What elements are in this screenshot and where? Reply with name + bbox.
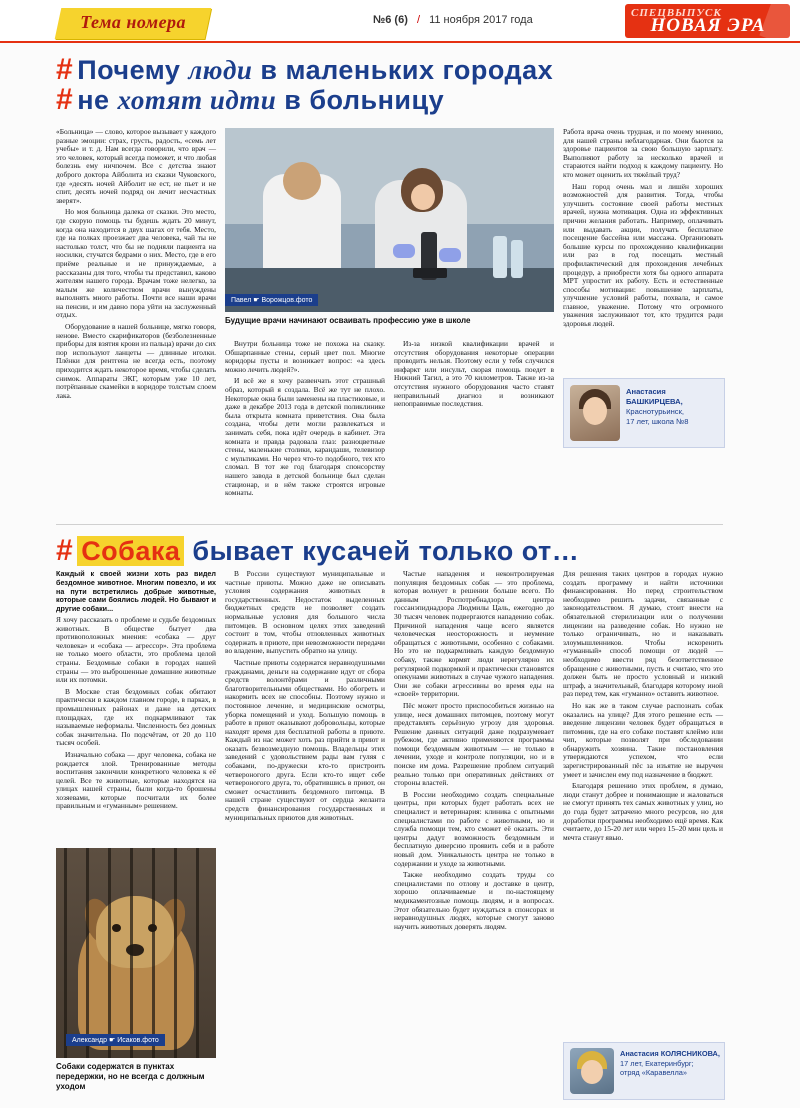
paragraph: Частные приюты содержатся неравнодушными гражданами, деньги на содержание идут от сбора средств волонтёрами и различными благотворительными обществами. Но обогреть и накормить всех не способны. Поэтому нужно и постоянное лечение, и медицинские осмотры, уборка помещений и уход. Большую помощь в работе в приют оказывают добровольцы, которые находят время для бесплатной работы в приюте. Каждый из нас может хоть раз прийти в приют и оказать безвозмездную помощь. Владельцы этих заведений с удовольствием рады вам гуляя с собаками, по-дружески кто-то пристроить четвероногого друга. Если кто-то ищет себе четвероногого друга, то, обратившись в приют, он сможет осчастливить бездомного питомца. В нашей стране существуют от сердца желанта средств финансирования государственных и муниципальных приютов для животных. [225, 657, 385, 822]
article2-headline [56, 534, 756, 568]
article2-photo [56, 848, 216, 1058]
author-name: Анастасия КОЛЯСНИКОВА, [620, 1049, 720, 1058]
page-header [0, 0, 800, 42]
photo-test-tube-1 [493, 236, 507, 278]
issue-number: №6 (6) [373, 14, 408, 26]
headline-part-a: Почему [77, 55, 189, 85]
photo-glove-left [393, 244, 415, 258]
photo-test-tube-2 [511, 240, 523, 278]
cage-bar [64, 848, 67, 1058]
paragraph: В России существуют муниципальные и частные приюты. Можно даже не описывать условия содержания животных в государственных. Недостаток выделенных бюджетных средств не позволяет создать нормальные условия для большого числа питомцев. В основном целях этих заведений состоит в том, чтобы отловленных животных содержать в приюте, при невозможности передачи во владение, выпустить обратно на улицу. [225, 569, 385, 656]
article1-headline [56, 55, 756, 115]
issue-date: 11 ноября 2017 года [429, 14, 533, 26]
paragraph: «Больница» — слово, которое вызывает у каждого разные эмоции: страх, грусть, радость, «семь лет учебы» и т. д. Нам всегда говорили, что врач — это человек, который всегда поможет, и что любая болезнь ему ничпочем. Все с детства знают доброго доктора Айболита из сказки Чуковского, где «десять ночей Айболит не ест, не пьет и не спит, десять ночей подряд он лечит несчастных зверят». [56, 127, 216, 205]
rubric-label: Тема номера [80, 12, 187, 32]
headline2-part-a: не [77, 85, 118, 115]
article2-photo-credit: Александр ☛ Исаков.фото [66, 1034, 165, 1046]
issue-separator: / [416, 14, 421, 26]
article1-author-card [563, 378, 725, 448]
cage-bar [130, 848, 133, 1058]
paragraph: Также необходимо создать труды со специалистами по отлову и доставке в центр, хорошо оплачиваемые и по-настоящему медикаментозные помощь людям, и в вопросах. Этот обязательно будет нуждаться в спонсорах и неравнодушных людях, которые смогут заново научить животных доверять людям. [394, 870, 554, 931]
avatar [570, 385, 620, 441]
header-divider [0, 41, 800, 43]
article2-column-1 [56, 616, 216, 842]
paragraph: Изначально собака — друг человека, собака не рождается злой. Тренированные методы воспитания закончили конкретного человека к её целей. Все те животные, которые находятся на улицах нашей страны, были когда-то брошены хозяевами, которые посчитали их более правильным и «гуманным» решением. [56, 749, 216, 811]
headline2-part-b: хотят идти [117, 85, 277, 115]
article1-author-info [626, 387, 720, 427]
issue-info [373, 14, 533, 26]
paragraph: Но моя больница далека от сказки. Это место, где скорую помощь ты будешь ждать 20 минут, когда она находится в двух шагах от тебя. Место, где на полках проезжает два человека, чай ты не настолько толст, что бы не подняли пациента на носилки, стучатся бедрами о них. Место, где в его приёме реальные и не принуждаемые, а рассказаны для того, чтобы ты представил, каково жителям нашего города. Врачам тоже нелегко, за малым же количеством врачи вынуждены выполнять много работы. Почти все наши врачи на пенсии, и им давно пора уйти на заслуженный отдых. [56, 207, 216, 320]
article2-column-2 [225, 570, 385, 1070]
cage-bar [108, 848, 111, 1058]
masthead-logo [625, 4, 790, 38]
photo-person-right-face [411, 184, 435, 210]
paragraph: Работа врача очень трудная, и по моему мнению, для нашей страны неблагодарная. Они бьются за здоровье пациентов за свою большую зарплату. Выполняют работу за несколько врачей и стараются найти подход к каждому пациенту. Но кто может оценить их тяжёлый труд? [563, 127, 723, 179]
headline-line-2 [56, 85, 756, 115]
avatar [570, 1048, 614, 1094]
article2-photo-caption: Собаки содержатся в пунктах передержки, но не всегда с должным уходом [56, 1062, 205, 1091]
logo-title: НОВАЯ ЭРА [650, 15, 766, 36]
avatar-face [583, 397, 607, 425]
paragraph: В Москве стая бездомных собак обитают практически в каждом главном городе, в парках, в промышленных районах и даже на детских площадках, где их подкармливают так называемые неформалы. Численность без домных собак значительна. По подсчётам, от 20 до 110 тысяч особей. [56, 686, 216, 748]
cage-bar [196, 848, 199, 1058]
hash-icon: # [56, 53, 74, 86]
headline2-part-c: в больницу [276, 85, 445, 115]
article2-lead: Каждый к своей жизни хоть раз видел бездомное животное. Многим повезло, и их на пути встретились добрые животные, которые сами боялись людей. Но бывают и другие собаки... [56, 569, 216, 614]
photo-person-left-head [283, 162, 321, 200]
author-extra: 17 лет, школа №8 [626, 417, 689, 426]
section-divider [56, 524, 723, 525]
paragraph: Я хочу рассказать о проблеме и судьбе бездомных животных. В обществе бытует два противоположных мнения: «собака — друг человека» и «собака — агрессор». Эта проблема не только моего области, это проблема целой страны. Бездомные собаки в городах нашей страны — это выброшенные домашние животные или их потомки. [56, 615, 216, 685]
article1-photo-caption: Будущие врачи начинают осваивать профессию уже в школе [225, 316, 471, 325]
headline-rest: бывает кусачей только от… [184, 536, 580, 566]
rubric-badge [55, 8, 211, 39]
cage-bar [174, 848, 177, 1058]
paragraph: Оборудование в нашей больнице, мягко говоря, ненове. Вместо скарификаторов (безболезненные приборы для взятия крови из пальца) врачи до сих пор используют ланцеты — длинные иголки. Плёнки для рентгена не всегда есть, поэтому приходится ждать некоторое время, чтобы сделать снимок. Аппараты ЭКГ, которым уже 10 лет, потрёпанные скамейки в коридоре толстым слоем лака. [56, 322, 216, 400]
headline-part-b: люди [188, 55, 253, 85]
headline-line-1 [56, 55, 756, 85]
paragraph: Частые нападения и неконтролируемая популяция бездомных собак — это проблема, которая волнует в решении больше всего. По данным Роспотребнадзора центра госсанэпиднадзора Людмилы Цаль, ежегодно до 30 тысяч человек подвергаются нападению собак. Причиной нападения чаще всего является человеческая неосторожность и неумение обращаться с животными, особенно с собаками. Но это не подкармливать каждую бездомную собаку, также кормят люди нерегулярно их регулярной подкормкой и практически становятся опекунами животных в случае чужого нападения. Они же собаки агрессивны во время еды на «своей» территории. [394, 569, 554, 699]
article2-author-card [563, 1042, 725, 1100]
article1-column-2 [225, 340, 385, 526]
article2-column-4 [563, 570, 723, 1036]
author-team: отряд «Каравелла» [620, 1068, 688, 1078]
paragraph: Внутри больница тоже не похожа на сказку. Обшарпанные стены, серый цвет пол. Многие коридоры пусты и возникает вопрос: «а здесь можно лечить людей?». [225, 339, 385, 374]
article2-column-3 [394, 570, 554, 1070]
avatar-face [581, 1060, 603, 1084]
headline-part-c: в маленьких городах [252, 55, 554, 85]
article1-column-3 [394, 340, 554, 526]
hash-icon-2: # [56, 83, 74, 116]
headline-highlight: Собака [77, 536, 184, 566]
photo2-dog-nose [126, 944, 144, 956]
cage-bar [86, 848, 89, 1058]
cage-bar [152, 848, 155, 1058]
article1-photo [225, 128, 554, 312]
article1-column-1 [56, 128, 216, 526]
photo-glove-right [439, 248, 461, 262]
paragraph: Благодаря решению этих проблем, я думаю, люди станут добрее и понимающие и жаловаться не смогут принять тех самых животных у улиц, но до года будет затрачено много ресурсов, но для доработки программы необходимо ещё время. Как считаете, до 15-20 лет или через 15–20 мин цель и мечта станут явью. [563, 781, 723, 842]
author-name: Анастасия БАШКИРЦЕВА, [626, 387, 683, 406]
author-extra: 17 лет, Екатеринбург; [620, 1058, 694, 1068]
paragraph: В России необходимо создать специальные центры, при которых будет работать всех не специалист и ветеринария: клиника с опытными специалистами по работе с животными, но и служба помощи тем, кто сможет её оказать. Эти центры дадут возможность бездомным и бесплатную диверсию проявить себя и в работе новый дом. Уникальность центра не только в содержании и уходе за животными. [394, 789, 554, 868]
paragraph: Но как же в таком случае распознать собак оказались на улице? Для этого решение есть — введение лицензии человек будет обращаться в питомник, где на его собаке поставят клеймо или чип, которые позволят при обследовании обнаружить хозяина. Такие постановления утверждаются успехом, что если зарегистрированный пёс за изъятие не выручен умеет и зачислен ему под назначение в бюджет. [563, 700, 723, 779]
article2-author-info [620, 1049, 720, 1078]
paragraph: Наш город очень мал и лишён хороших возможностей для развития. Тогда, чтобы улучшить состояние своей работы местных врачей, нужна мотивация. Одна из эффективных причин желания работать. Например, оплачивать или выдавать акции, получать бесплатное посещение бассейна или массажа. Организовать большие курсы по прохождению квалификации или раз в год посещать местный профилактический для прохождения лечебных процедур, а приобрести хотя бы одного аппарата МРТ упростит их работу. Есть и естественные способы мотивации: повышение зарплаты, улучшение условий работы, похвала, и самое главное, уважение. Потому что огромного уважения заслуживают тот, кто трудится ради здоровья людей. [563, 181, 723, 329]
microscope-base [413, 268, 447, 278]
article1-photo-credit: Павел ☛ Ворожцов.фото [225, 294, 318, 306]
hash-icon-3: # [56, 534, 74, 567]
logo-subtitle: СПЕЦВЫПУСК [631, 7, 722, 19]
paragraph: И всё же я хочу развенчать этот страшный образ, который я создала. Всё же тут не плохо. Некоторые окна были заменены на пластиковые, и даже в декабре 2013 года в детской поликлинике была открыта комната приветствия. Она была создана, чтобы дети могли развлекаться и занимать себя, пока идёт очередь в кабинет. Эта комната и правда радовала глаз: разноцветные стены, маленькие столики, карандаши, телевизор с мультиками. Но через что-то подобного, тех кто сломал. В тот же год благодаря спонсорству нашего завода в детской больнице был сделан стационар, и в нём также строятся игровые комнаты. [225, 376, 385, 498]
paragraph: Пёс может просто приспособиться жизнью на улице, неся домашних питомцев, поэтому могут представлять серьёзную угрозу для здоровья. Решение данных ситуаций даже подразумевает рубежом, где активно применяются программы помощи бездомным животным — не только в лечении, уходе и контроле популяции, но и в поиске им дома. Разрешение проблем ситуаций реально только при оперативных действиях от стороны властей. [394, 700, 554, 788]
article1-column-4 [563, 128, 723, 368]
paragraph: Для решения таких центров в городах нужно создать программу и найти источники финансирования. Но перед строительством необходимо решить задачи, связанные с законодательством. Я думаю, стоит внести на обязательной стерилизации или о получении лицензии на разведение собак. Но нужно не только ограничивать, но и наказывать злоумышленников. Чтобы искоренить «гуманный» способ помощи от людей — необходимо ввести ряд безответственное обращение с животными, пусть и считаю, что это должен быть не просто условный и низкий штраф, а значительный, благодаря которому иной раз перед тем, как «гуманно» оставить животное. [563, 569, 723, 699]
paragraph: Из-за низкой квалификации врачей и отсутствия оборудования некоторые операции проводить нельзя. Поэтому если у тебя случился инфаркт или инсульт, скорая помощь поедет в Нижний Тагил, а это 70 километров. Также из-за отсутствия нужного оборудования часто ставят неправильный диагноз и возникают непоправимые последствия. [394, 339, 554, 409]
author-city: Краснотурьинск, [626, 407, 685, 416]
photo2-dog-eye-left [112, 924, 121, 932]
